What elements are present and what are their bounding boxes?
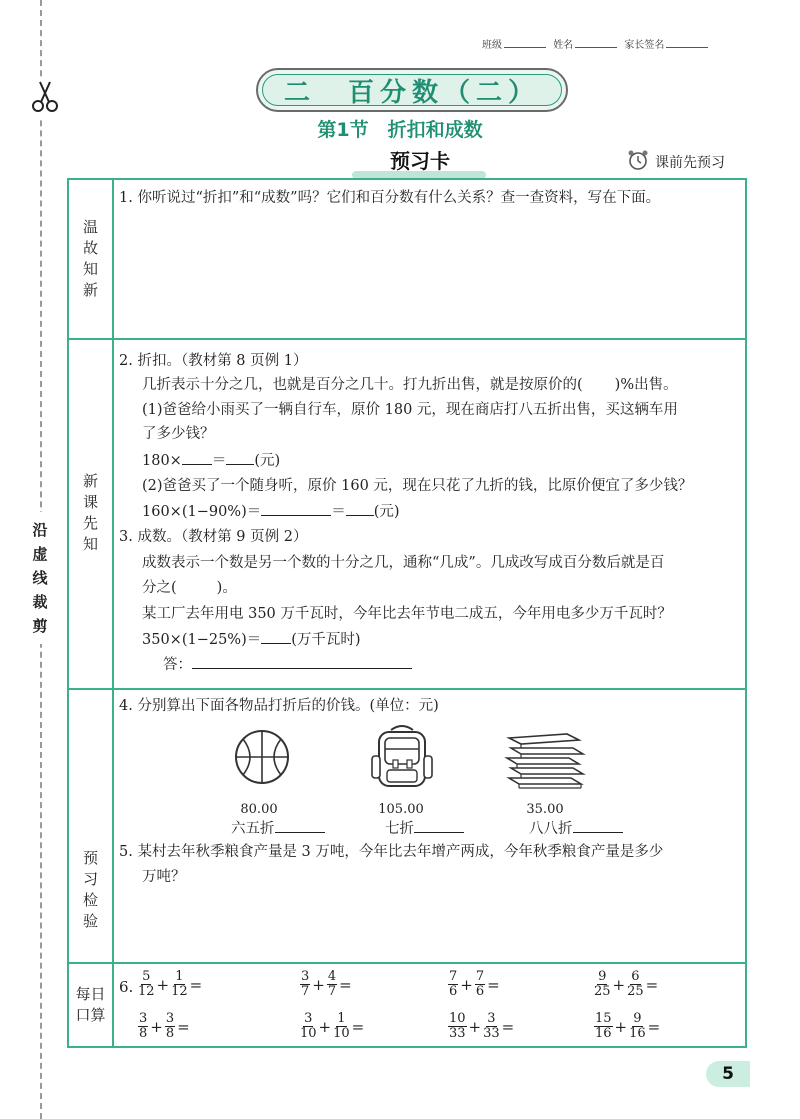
chapter-banner <box>256 68 568 112</box>
item-price: 35.00 <box>526 802 564 817</box>
answer-blank[interactable] <box>501 975 541 995</box>
fraction <box>448 1012 467 1041</box>
preview-tag-label: 课前先预习 <box>655 155 725 171</box>
fraction <box>138 970 155 999</box>
answer-blank[interactable] <box>353 975 393 995</box>
label-char: 检 <box>82 891 98 909</box>
calc-problem <box>137 970 243 999</box>
fraction <box>171 970 188 999</box>
equals-sign: = <box>351 1017 365 1036</box>
question-3-answer <box>163 654 412 675</box>
question-2-sub2-equation <box>142 501 400 522</box>
answer-blank[interactable] <box>659 975 699 995</box>
basketball-icon <box>233 728 291 790</box>
equals-sign: = <box>647 1017 661 1036</box>
answer-blank[interactable] <box>573 818 623 833</box>
numerator: 5 <box>142 969 151 984</box>
numerator: 7 <box>475 969 485 984</box>
table-row-divider <box>69 962 745 964</box>
preview-tag <box>626 148 725 176</box>
plus-sign: + <box>468 1017 482 1036</box>
table-column-divider <box>112 180 114 1046</box>
denominator: 12 <box>138 984 155 999</box>
q3-text: 分之( <box>142 580 177 596</box>
fraction <box>327 970 337 999</box>
calc-problem <box>447 970 541 999</box>
numerator: 3 <box>487 1011 496 1026</box>
question-2-sub1-cont: 了多少钱？ <box>142 426 215 442</box>
question-5-line1: 5. 某村去年秋季粮食产量是 3 万吨，今年比去年增产两成，今年秋季粮食产量是多少 <box>119 844 664 860</box>
eq-text: (万千瓦时) <box>291 632 361 648</box>
plus-sign: + <box>150 1017 163 1036</box>
header-fields <box>482 36 712 51</box>
label-char: 先 <box>82 514 98 532</box>
parent-sign-label: 家长签名 <box>624 40 665 51</box>
alarm-clock-icon <box>626 148 650 176</box>
question-3-line2 <box>142 578 237 598</box>
denominator: 12 <box>171 984 188 999</box>
question-2-sub2: (2)爸爸买了一个随身听，原价 160 元，现在只花了九折的钱，比原价便宜了多少钱？ <box>142 478 693 494</box>
label-line: 口算 <box>75 1006 106 1024</box>
question-5-line2: 万吨？ <box>142 869 186 885</box>
question-6-number: 6. <box>119 978 134 996</box>
question-2-line <box>142 375 678 395</box>
q2-text: )%出售。 <box>614 377 678 393</box>
worksheet-table <box>67 178 747 1048</box>
plus-sign: + <box>318 1017 332 1036</box>
equals-sign: = <box>501 1017 515 1036</box>
calc-problem <box>299 1012 405 1041</box>
answer-blank[interactable] <box>191 1017 231 1037</box>
answer-blank[interactable] <box>346 501 374 516</box>
cut-char: 线 <box>32 569 48 587</box>
calc-problem <box>593 1012 701 1041</box>
chapter-title: 二 百分数（二） <box>262 74 562 106</box>
denominator: 25 <box>594 984 611 999</box>
label-char: 验 <box>82 912 98 930</box>
answer-blank[interactable] <box>515 1017 555 1037</box>
answer-blank[interactable] <box>275 818 325 833</box>
denominator: 8 <box>139 1026 148 1041</box>
equals-sign: = <box>177 1017 190 1036</box>
answer-blank[interactable] <box>661 1017 701 1037</box>
eq-text: ＝ <box>211 453 227 469</box>
discount-label: 七折 <box>385 821 414 837</box>
row-label-new-lesson <box>69 338 112 688</box>
eq-text: (元) <box>373 504 400 520</box>
answer-blank[interactable] <box>414 818 464 833</box>
answer-blank[interactable] <box>583 375 615 389</box>
plus-sign: + <box>156 975 170 994</box>
page-number: 5 <box>706 1061 750 1087</box>
class-blank[interactable] <box>504 47 546 48</box>
eq-text: 160×(1−90%)＝ <box>142 504 262 520</box>
equals-sign: = <box>189 975 203 994</box>
books-icon <box>503 730 587 794</box>
plus-sign: + <box>460 975 473 994</box>
label-char: 故 <box>82 239 98 257</box>
numerator: 7 <box>449 969 458 984</box>
table-row-divider <box>69 688 745 690</box>
class-label: 班级 <box>482 40 502 51</box>
denominator: 8 <box>165 1026 175 1041</box>
numerator: 15 <box>595 1011 612 1026</box>
numerator: 3 <box>139 1011 148 1026</box>
cut-instruction <box>30 512 50 644</box>
name-label: 姓名 <box>553 40 574 51</box>
fraction <box>594 970 611 999</box>
answer-blank[interactable] <box>177 578 217 592</box>
label-char: 温 <box>82 218 98 236</box>
scissors-icon <box>30 78 60 118</box>
numerator: 3 <box>304 1011 313 1026</box>
discount-label: 六五折 <box>231 821 275 837</box>
denominator: 6 <box>449 984 458 999</box>
question-3-equation <box>142 629 361 650</box>
equals-sign: = <box>487 975 500 994</box>
label-char: 课 <box>82 493 98 511</box>
denominator: 7 <box>327 984 337 999</box>
eq-text: 350×(1−25%)＝ <box>142 632 262 648</box>
cut-char: 虚 <box>32 545 48 563</box>
calc-problem <box>137 1012 231 1041</box>
numerator: 1 <box>175 969 184 984</box>
denominator: 6 <box>475 984 485 999</box>
row-label-review <box>69 180 112 338</box>
label-char: 新 <box>82 281 98 299</box>
fraction <box>629 1012 646 1041</box>
numerator: 1 <box>337 1011 346 1026</box>
label-char: 新 <box>82 472 98 490</box>
fraction <box>594 1012 613 1041</box>
numerator: 6 <box>631 969 640 984</box>
label-char: 知 <box>82 260 98 278</box>
numerator: 3 <box>301 969 310 984</box>
answer-blank[interactable] <box>192 654 412 669</box>
answer-blank[interactable] <box>226 450 254 465</box>
row-label-daily-calc <box>69 962 112 1048</box>
answer-blank[interactable] <box>203 975 243 995</box>
fraction <box>165 1012 175 1041</box>
question-3-line1: 成数表示一个数是另一个数的十分之几，通称“几成”。几成改写成百分数后就是百 <box>142 555 665 571</box>
question-2-sub1-equation <box>142 450 280 471</box>
denominator: 33 <box>483 1026 500 1041</box>
item-price: 80.00 <box>240 802 278 817</box>
answer-area-5[interactable] <box>119 892 739 956</box>
numerator: 9 <box>598 969 607 984</box>
section-title: 第1节 折扣和成数 <box>317 119 483 141</box>
answer-label: 答： <box>163 657 192 673</box>
label-char: 预 <box>82 849 98 867</box>
question-1: 1. 你听说过“折扣”和“成数”吗？它们和百分数有什么关系？查一查资料，写在下面。 <box>119 190 661 206</box>
item-discount <box>231 818 325 839</box>
fraction <box>483 1012 500 1041</box>
q2-text: 几折表示十分之几，也就是百分之几十。打九折出售，就是按原价的( <box>142 377 583 393</box>
plus-sign: + <box>312 975 325 994</box>
cut-char: 剪 <box>32 617 48 635</box>
denominator: 16 <box>595 1026 612 1041</box>
discount-label: 八八折 <box>529 821 573 837</box>
calc-problem <box>447 1012 555 1041</box>
row-label-preview-check <box>69 688 112 962</box>
question-3-line3: 某工厂去年用电 350 万千瓦时，今年比去年节电二成五，今年用电多少万千瓦时？ <box>142 606 672 622</box>
eq-text: ＝ <box>331 504 346 520</box>
backpack-icon <box>369 722 435 794</box>
item-discount <box>529 818 623 839</box>
fraction <box>448 970 458 999</box>
numerator: 4 <box>327 969 337 984</box>
answer-blank[interactable] <box>261 629 291 644</box>
eq-text: (元) <box>254 453 281 469</box>
calc-problem <box>593 970 699 999</box>
equals-sign: = <box>339 975 352 994</box>
answer-blank[interactable] <box>182 450 212 465</box>
denominator: 25 <box>627 984 644 999</box>
numerator: 10 <box>449 1011 466 1026</box>
fraction <box>627 970 644 999</box>
plus-sign: + <box>614 1017 628 1036</box>
answer-blank[interactable] <box>365 1017 405 1037</box>
numerator: 9 <box>633 1011 642 1026</box>
label-line: 每日 <box>75 985 106 1003</box>
plus-sign: + <box>612 975 626 994</box>
cut-char: 裁 <box>32 593 48 611</box>
cut-char: 沿 <box>32 521 48 539</box>
fraction <box>333 1012 350 1041</box>
parent-sign-blank[interactable] <box>666 47 708 48</box>
question-2-sub1: (1)爸爸给小雨买了一辆自行车，原价 180 元，现在商店打八五折出售，买这辆车用 <box>142 402 678 418</box>
numerator: 3 <box>165 1011 175 1026</box>
denominator: 16 <box>629 1026 646 1041</box>
denominator: 7 <box>301 984 310 999</box>
fraction <box>138 1012 148 1041</box>
equals-sign: = <box>645 975 659 994</box>
label-char: 知 <box>82 535 98 553</box>
label-char: 习 <box>82 870 98 888</box>
table-row-divider <box>69 338 745 340</box>
question-3-title: 3. 成数。（教材第 9 页例 2） <box>119 529 308 545</box>
item-discount <box>385 818 464 839</box>
fraction <box>475 970 485 999</box>
q3-text: )。 <box>216 580 237 596</box>
denominator: 33 <box>449 1026 466 1041</box>
fraction <box>300 970 310 999</box>
denominator: 10 <box>300 1026 317 1041</box>
denominator: 10 <box>333 1026 350 1041</box>
card-title: 预习卡 <box>390 149 450 173</box>
question-2-title: 2. 折扣。（教材第 8 页例 1） <box>119 353 308 369</box>
fraction <box>300 1012 317 1041</box>
eq-text: 180× <box>142 453 182 469</box>
answer-blank[interactable] <box>261 501 331 516</box>
name-blank[interactable] <box>575 47 617 48</box>
answer-area-1[interactable] <box>119 216 739 331</box>
item-price: 105.00 <box>378 802 424 817</box>
question-4: 4. 分别算出下面各物品打折后的价钱。(单位：元) <box>119 698 439 714</box>
calc-problem <box>299 970 393 999</box>
